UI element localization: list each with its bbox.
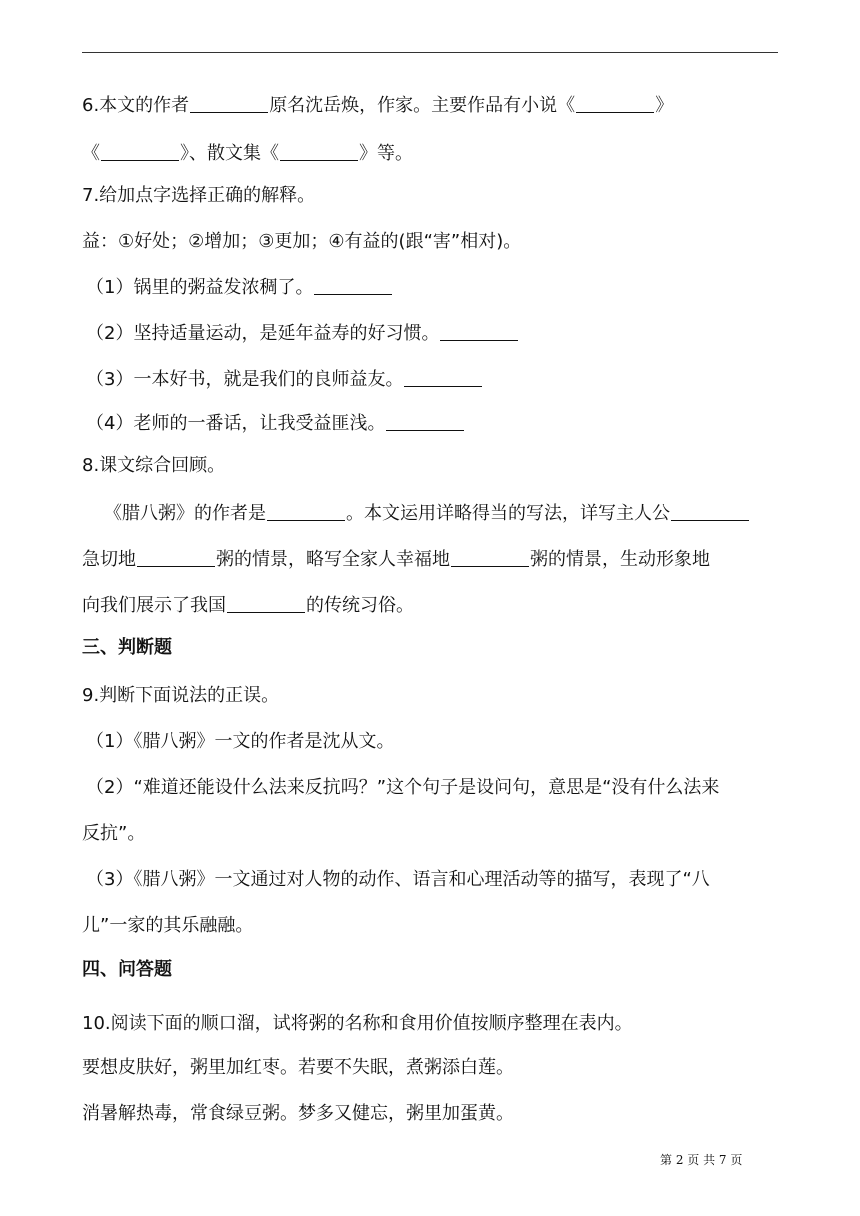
q6-text-c: 》 (655, 95, 674, 116)
q7-item-text: （1）锅里的粥益发浓稠了。 (86, 277, 314, 298)
q7-item-3 (86, 366, 483, 392)
q6-text-a: 6.本文的作者 (82, 95, 190, 116)
q8-para-line-1 (104, 500, 750, 526)
section-heading-judgment: 三、判断题 (82, 637, 172, 658)
q7-options: 益：①好处；②增加；③更加；④有益的(跟“害”相对)。 (82, 231, 522, 252)
answer-blank[interactable] (227, 592, 305, 613)
answer-blank[interactable] (101, 140, 179, 161)
q8-para-line-2 (82, 546, 710, 572)
q9-statement-2-cont: 反抗”。 (82, 823, 146, 844)
q6-text-b: 原名沈岳焕，作家。主要作品有小说《 (269, 95, 576, 116)
q6-text-f: 》等。 (359, 143, 413, 164)
answer-blank[interactable] (137, 546, 215, 567)
q7-item-text: （4）老师的一番话，让我受益匪浅。 (86, 413, 386, 434)
q8-title: 8.课文综合回顾。 (82, 455, 226, 476)
answer-blank[interactable] (671, 500, 749, 521)
q7-item-text: （3）一本好书，就是我们的良师益友。 (86, 369, 404, 390)
q6-text-d: 《 (82, 143, 100, 164)
q10-rhyme-line-2: 消暑解热毒，常食绿豆粥。梦多又健忘，粥里加蛋黄。 (82, 1103, 514, 1124)
q8-text: 。本文运用详略得当的写法，详写主人公 (346, 503, 670, 524)
q8-text: 急切地 (82, 549, 136, 570)
q9-statement-2: （2）“难道还能设什么法来反抗吗？”这个句子是设问句，意思是“没有什么法来 (86, 777, 720, 798)
q8-text: 粥的情景，生动形象地 (530, 549, 710, 570)
q8-text: 粥的情景，略写全家人幸福地 (216, 549, 450, 570)
q9-statement-3: （3）《腊八粥》一文通过对人物的动作、语言和心理活动等的描写，表现了“八 (86, 869, 710, 890)
q6-line-1 (82, 92, 673, 118)
q9-statement-3-cont: 儿”一家的其乐融融。 (82, 915, 254, 936)
q7-item-2 (86, 320, 519, 346)
q7-item-4 (86, 410, 465, 436)
q10-title: 10.阅读下面的顺口溜，试将粥的名称和食用价值按顺序整理在表内。 (82, 1013, 633, 1034)
q7-title: 7.给加点字选择正确的解释。 (82, 185, 316, 206)
answer-blank[interactable] (190, 92, 268, 113)
header-rule (82, 52, 778, 53)
answer-blank[interactable] (386, 410, 464, 431)
q10-rhyme-line-1: 要想皮肤好，粥里加红枣。若要不失眠，煮粥添白莲。 (82, 1057, 514, 1078)
answer-blank[interactable] (576, 92, 654, 113)
answer-blank[interactable] (404, 366, 482, 387)
q8-text: 《腊八粥》的作者是 (104, 503, 266, 524)
page-number: 第 2 页 共 7 页 (660, 1153, 743, 1167)
q7-item-text: （2）坚持适量运动，是延年益寿的好习惯。 (86, 323, 440, 344)
q6-text-e: 》、散文集《 (180, 143, 279, 164)
answer-blank[interactable] (267, 500, 345, 521)
answer-blank[interactable] (314, 274, 392, 295)
q6-line-2 (82, 140, 413, 166)
q9-statement-1: （1）《腊八粥》一文的作者是沈从文。 (86, 731, 395, 752)
q8-text: 向我们展示了我国 (82, 595, 226, 616)
answer-blank[interactable] (440, 320, 518, 341)
q7-item-1 (86, 274, 393, 300)
section-heading-qa: 四、问答题 (82, 959, 172, 980)
q9-title: 9.判断下面说法的正误。 (82, 685, 280, 706)
q8-text: 的传统习俗。 (306, 595, 414, 616)
q8-para-line-3 (82, 592, 414, 618)
answer-blank[interactable] (451, 546, 529, 567)
answer-blank[interactable] (280, 140, 358, 161)
